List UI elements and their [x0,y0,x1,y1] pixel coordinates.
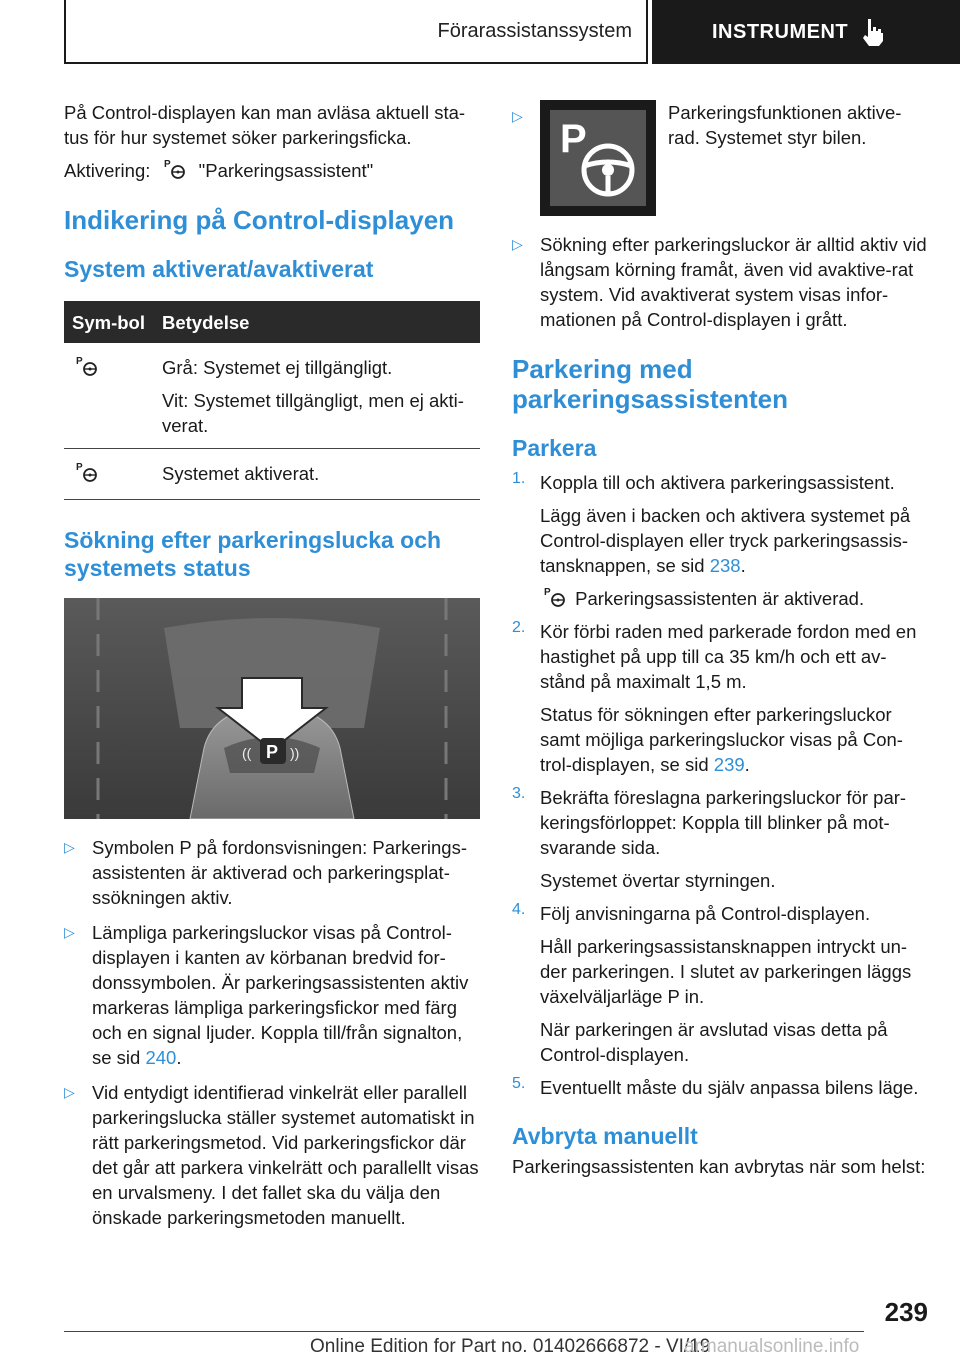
steps-list [512,470,928,1100]
triangle-bullet-icon: ▷ [64,839,75,855]
heading-system-status: System aktiverat/avaktiverat [64,256,374,282]
page-link-238[interactable]: 238 [709,555,741,576]
svg-text:P: P [544,587,551,598]
heading-display-indication: Indikering på Control-displayen [64,205,455,235]
list-item [512,100,928,216]
svg-text:P: P [163,159,171,170]
header-chapter-title: INSTRUMENT [712,20,849,43]
svg-text:P: P [266,742,279,762]
vehicle-display-image [64,598,480,819]
parking-assistant-active-icon [72,461,102,483]
header-section-title: Förarassistanssystem [437,19,632,42]
svg-text:P: P [76,356,83,367]
list-item: 4. Följ anvisningarna på Control-displayen. Håll parkeringsassistansknappen intryckt un-der parkeringen. I slutet av parkeringen läggs växelväljarläge P in. När parkeringen är avslutad visas detta på Control-displayen. [512,901,912,1065]
triangle-bullet-icon: ▷ [64,1084,75,1100]
list-item: 2. Kör förbi raden med parkerade fordon med en hastighet på upp till ca 35 km/h och ett av-stånd på maximalt 1,5 m. Status för sökningen efter parkeringsluckor samt möjliga parkeringsluckor visas på Con-trol-displayen, se sid 239. [512,619,917,775]
activation-label: Aktivering: [64,160,151,181]
watermark-text: armanualsonline.info [684,1336,860,1357]
list-item: 1. Koppla till och aktivera parkeringsassistent. Lägg även i backen och aktivera systemet på Control-displayen eller tryck parkeringsassis-tansknappen, se sid 238. P Parkeringsassistenten är aktiverad. [512,470,911,609]
heading-cancel-manually: Avbryta manuellt [512,1123,698,1149]
triangle-bullet-icon: ▷ [512,236,523,252]
search-bullets [64,835,480,1230]
list-item: ▷ Symbolen P på fordonsvisningen: Parkerings-assistenten är aktiverad och parkeringsplat-ssökningen aktiv. [64,837,468,908]
page-link-240[interactable]: 240 [145,1047,177,1068]
table-header-meaning: Betydelse [154,301,480,343]
svg-text:P: P [560,117,587,161]
header-section [64,0,648,64]
triangle-bullet-icon: ▷ [64,924,75,940]
activation-value: "Parkeringsassistent" [198,160,374,181]
page-link-239[interactable]: 239 [713,754,745,775]
list-item: ▷ Sökning efter parkeringsluckor är alltid aktiv vid långsam körning framåt, även vid avaktive-rat system. Vid avaktiverat system visas infor-mationen på Control-displayen i grått. [512,234,927,330]
heading-search-status: Sökning efter parkeringslucka och systemets status [64,527,442,581]
table-header-symbol: Sym-bol [64,301,154,343]
page-number: 239 [884,1297,928,1327]
table-row [64,343,480,449]
meaning-gray: Grå: Systemet ej tillgängligt. [162,357,393,378]
right-column [512,100,928,1179]
heading-parking-with-assistant: Parkering med parkeringsassistenten [512,354,789,414]
table-row [64,449,480,500]
edition-text: Online Edition for Part no. 01402666872 - VI/19 [310,1336,711,1357]
table-header-row [64,301,480,343]
cancel-text: Parkeringsassistenten kan avbrytas när som helst: [512,1156,926,1177]
parking-steering-icon [540,100,656,216]
svg-text:((: (( [242,745,252,761]
parking-assistant-active-icon [540,586,570,608]
left-column [64,100,480,1230]
meaning-activated: Systemet aktiverat. [154,449,480,500]
heading-park: Parkera [512,435,597,461]
svg-text:)): )) [290,745,300,761]
list-item: ▷ Lämpliga parkeringsluckor visas på Control-displayen i kanten av körbanan bredvid for-donssymbolen. Är parkeringsassistenten aktiv markeras lämpliga parkeringsfickor med färg och en signal ljuder. Koppla till/från signalton, se sid 240. [64,922,469,1068]
list-item: 5. Eventuellt måste du själv anpassa bilens läge. [512,1075,919,1098]
parking-assistant-icon [72,355,102,377]
intro-text: På Control-displayen kan man avläsa aktuell sta-tus för hur systemet söker parkeringsficka. [64,102,466,148]
list-item: 3. Bekräfta föreslagna parkeringsluckor för par-keringsförloppet: Koppla till blinker på mot-svarande sida. Systemet övertar styrningen. [512,785,907,891]
parking-assistant-icon [160,158,190,180]
pointing-hand-icon [860,17,886,47]
triangle-bullet-icon: ▷ [512,108,523,124]
footer-divider [64,1331,864,1332]
symbol-table [64,301,480,500]
header-chapter [652,0,960,64]
activation-line [64,158,480,183]
list-item: ▷ Vid entydigt identifierad vinkelrät eller parallell parkeringslucka ställer systemet automatiskt in rätt parkeringsmetod. Vid parkeringsfickor där det går att parkera vinkelrätt och parallellt visas en urvalsmeny. I det fallet ska du välja den önskade parkeringsmetoden manuellt. [64,1082,479,1228]
svg-text:P: P [76,462,83,473]
meaning-white: Vit: Systemet tillgängligt, men ej akti-verat. [162,390,464,436]
parking-function-text: Parkeringsfunktionen aktive-rad. Systemet styr bilen. [668,102,902,148]
